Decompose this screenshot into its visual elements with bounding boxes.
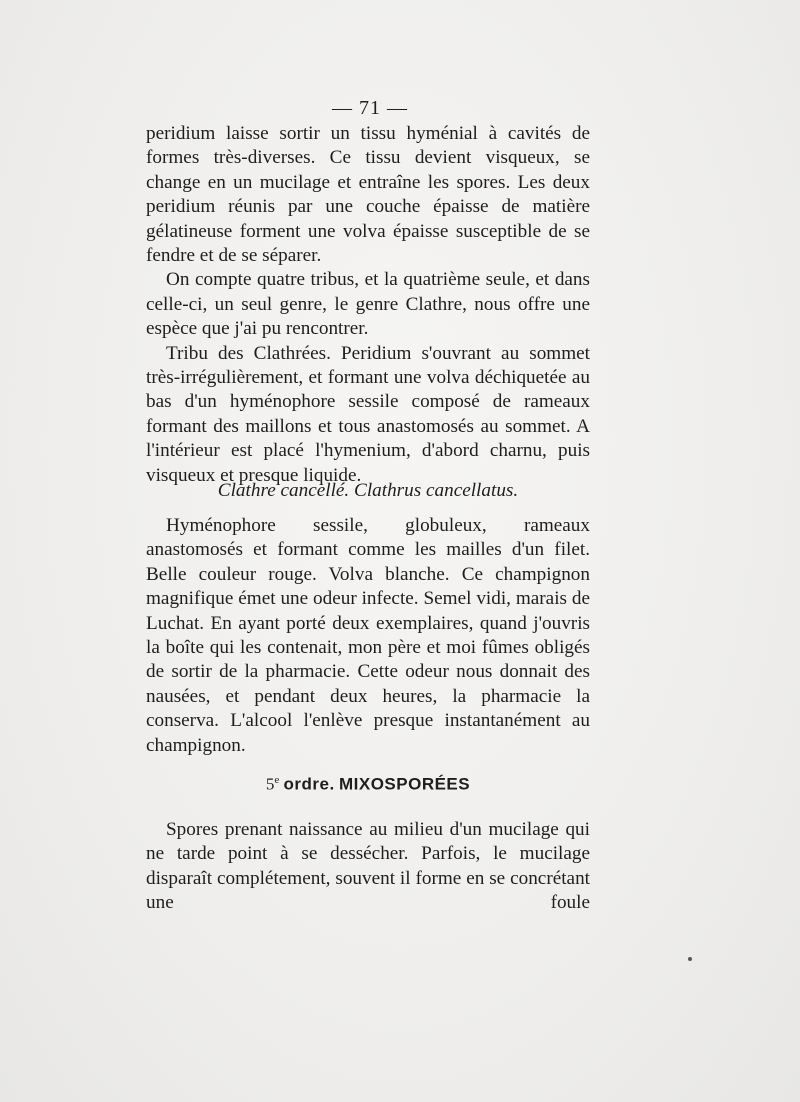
paragraph-hymenophore: Hyménophore sessile, globuleux, rameaux anastomosés et formant comme les mailles d'un filet. Belle couleur rouge. Volva blanche. Ce champignon magnifique émet une odeur infecte. Semel vidi, marais de Luchat. En ayant porté deux exemplaires, quand j'ouvris la boîte qui les contenait, mon père et moi fûmes obligés de sortir de la pharmacie. Cette odeur nous donnait des nausées, et pendant deux heures, la pharmacie la conserva. L'alcool l'enlève presque instantanément au champignon. <box>146 515 590 756</box>
order-number-suffix: e <box>274 774 280 786</box>
paragraph-spores: Spores prenant naissance au milieu d'un mucilage qui ne tarde point à se dessécher. Parfois, le mucilage disparaît complétement, souvent il forme en se concrétant une foule <box>146 819 590 914</box>
text-block-top <box>146 122 590 488</box>
paragraph-tribus: On compte quatre tribus, et la quatrième seule, et dans celle-ci, un seul genre, le genre Clathre, nous offre une espèce que j'ai pu rencontrer. <box>146 269 590 340</box>
text-block-middle <box>146 514 590 758</box>
order-word: ordre. <box>283 774 335 794</box>
paragraph-peridium: peridium laisse sortir un tissu hyménial à cavités de formes très-diverses. Ce tissu devient visqueux, se change en un mucilage et entraîne les spores. Les deux peridium réunis par une couche épaisse de matière gélatineuse forment une volva épaisse susceptible de se fendre et de se séparer. <box>146 123 590 267</box>
order-heading <box>146 774 590 795</box>
order-name: MIXOSPORÉES <box>338 774 471 794</box>
order-number: 5 <box>265 774 275 794</box>
text-block-bottom <box>146 818 590 916</box>
species-heading: Clathre cancellé. Clathrus cancellatus. <box>217 480 519 501</box>
paragraph-tribu-clathrees: Tribu des Clathrées. Peridium s'ouvrant au sommet très-irrégulièrement, et formant une volva déchiquetée au bas d'un hyménophore sessile composé de rameaux formant des maillons et tous anastomosés au sommet. A l'intérieur est placé l'hymenium, d'abord charnu, puis visqueux et presque liquide. <box>146 342 590 486</box>
ink-speck <box>688 957 692 961</box>
page-number: — 71 — <box>332 97 408 119</box>
